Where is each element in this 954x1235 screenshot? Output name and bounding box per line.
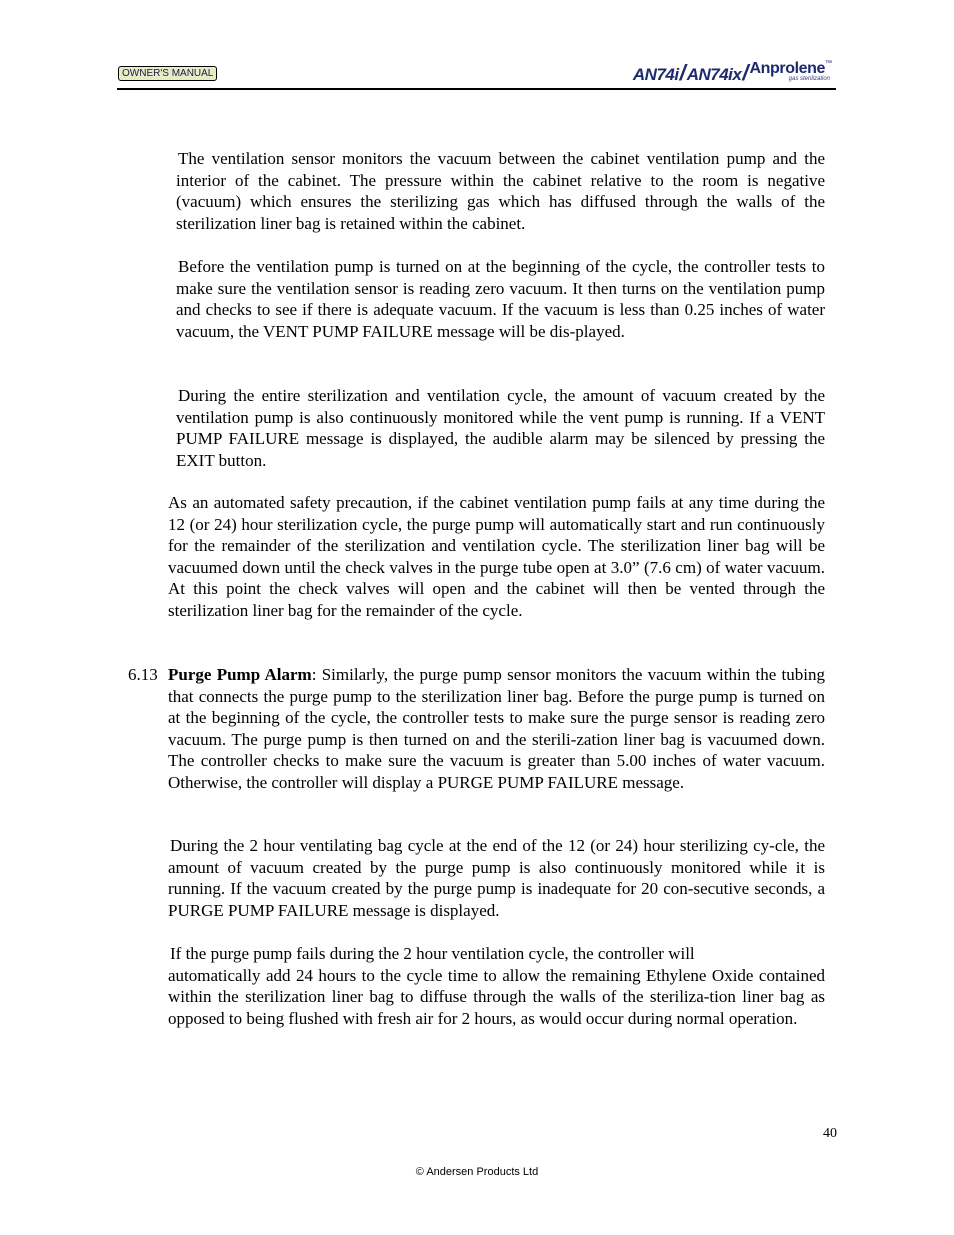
paragraph-safety-precaution: As an automated safety precaution, if the cabinet ventilation pump fails at any time during the 12 (or 24) hour sterilization cycle, the purge pump will automatically start and run continuously for the remainder of the sterilization and ventilation cycle. The sterilization liner bag will be vacuumed down until the check valves in the purge tube open at 3.0” (7.6 cm) of water vacuum. At this point the check valves will open and the cabinet will then be vented through the sterilization liner bag for the remainder of the cycle. [168, 493, 825, 620]
paragraph-ventilating-bag-cycle: During the 2 hour ventilating bag cycle at the end of the 12 (or 24) hour sterilizing cy-cle, the amount of vacuum created by the purge pump is also continuously monitored while it is running. If the vacuum created by the purge pump is inadequate for 20 con-secutive seconds, a PURGE PUMP FAILURE message is displayed. [168, 836, 825, 920]
logo-model-an74i: AN74i [632, 65, 679, 84]
paragraph-vent-pump-test: Before the ventilation pump is turned on at the beginning of the cycle, the controller tests to make sure the ventilation sensor is reading zero vacuum. It then turns on the ventilation pump and checks to see if there is adequate vacuum. If the vacuum is less than 0.25 inches of water vacuum, the VENT PUMP FAILURE message will be dis-played. [176, 257, 825, 341]
logo-brand: Anprolene™ gas sterilization [749, 60, 832, 82]
logo-tagline: gas sterilization [788, 76, 830, 82]
logo-model-an74ix: AN74ix [686, 65, 742, 84]
section-body: : Similarly, the purge pump sensor monitors the vacuum within the tubing that connects the purge pump to the sterilization liner bag. Before the purge pump is turned on at the beginning of the cycle, the controller tests to make sure the purge sensor is reading zero vacuum. The purge pump is then turned on and the sterili-zation liner bag is vacuumed down. The controller checks to make sure the vacuum is greater than 5.00 inches of water vacuum. Otherwise, the controller will display a PURGE PUMP FAILURE message. [168, 665, 825, 792]
header-rule [117, 88, 836, 90]
page-header [117, 60, 836, 90]
paragraph-continuous-monitoring: During the entire sterilization and ventilation cycle, the amount of vacuum created by the ventilation pump is also continuously monitored while the vent pump is running. If a VENT PUMP FAILURE message is displayed, the audible alarm may be silenced by pressing the EXIT button. [176, 386, 825, 470]
owners-manual-badge: OWNER'S MANUAL [118, 66, 217, 81]
paragraph-first-line: If the purge pump fails during the 2 hour ventilation cycle, the controller will [170, 944, 695, 963]
logo-slash: / [679, 60, 686, 85]
logo-brand-name: Anprolene [749, 60, 825, 77]
paragraph-purge-pump-alarm [168, 664, 825, 794]
product-logo [633, 60, 832, 84]
paragraph-ventilation-sensor: The ventilation sensor monitors the vacuum between the cabinet ventilation pump and the interior of the cabinet. The pressure within the cabinet relative to the room is negative (vacuum) which ensures the sterilizing gas which has diffused through the walls of the sterilization liner bag is retained within the cabinet. [176, 149, 825, 233]
paragraph-remaining-text: automatically add 24 hours to the cycle time to allow the remaining Ethylene Oxide contained within the sterilization liner bag to diffuse through the walls of the steriliza-tion liner bag as opposed to being flushed with fresh air for 2 hours, as would occur during normal operation. [168, 965, 825, 1028]
logo-slash: / [742, 60, 749, 85]
paragraph-purge-pump-failure [168, 943, 825, 1029]
footer-copyright: © Andersen Products Ltd [415, 1166, 539, 1178]
section-title: Purge Pump Alarm [168, 665, 312, 684]
section-number: 6.13 [128, 665, 158, 684]
page-number: 40 [823, 1126, 837, 1141]
